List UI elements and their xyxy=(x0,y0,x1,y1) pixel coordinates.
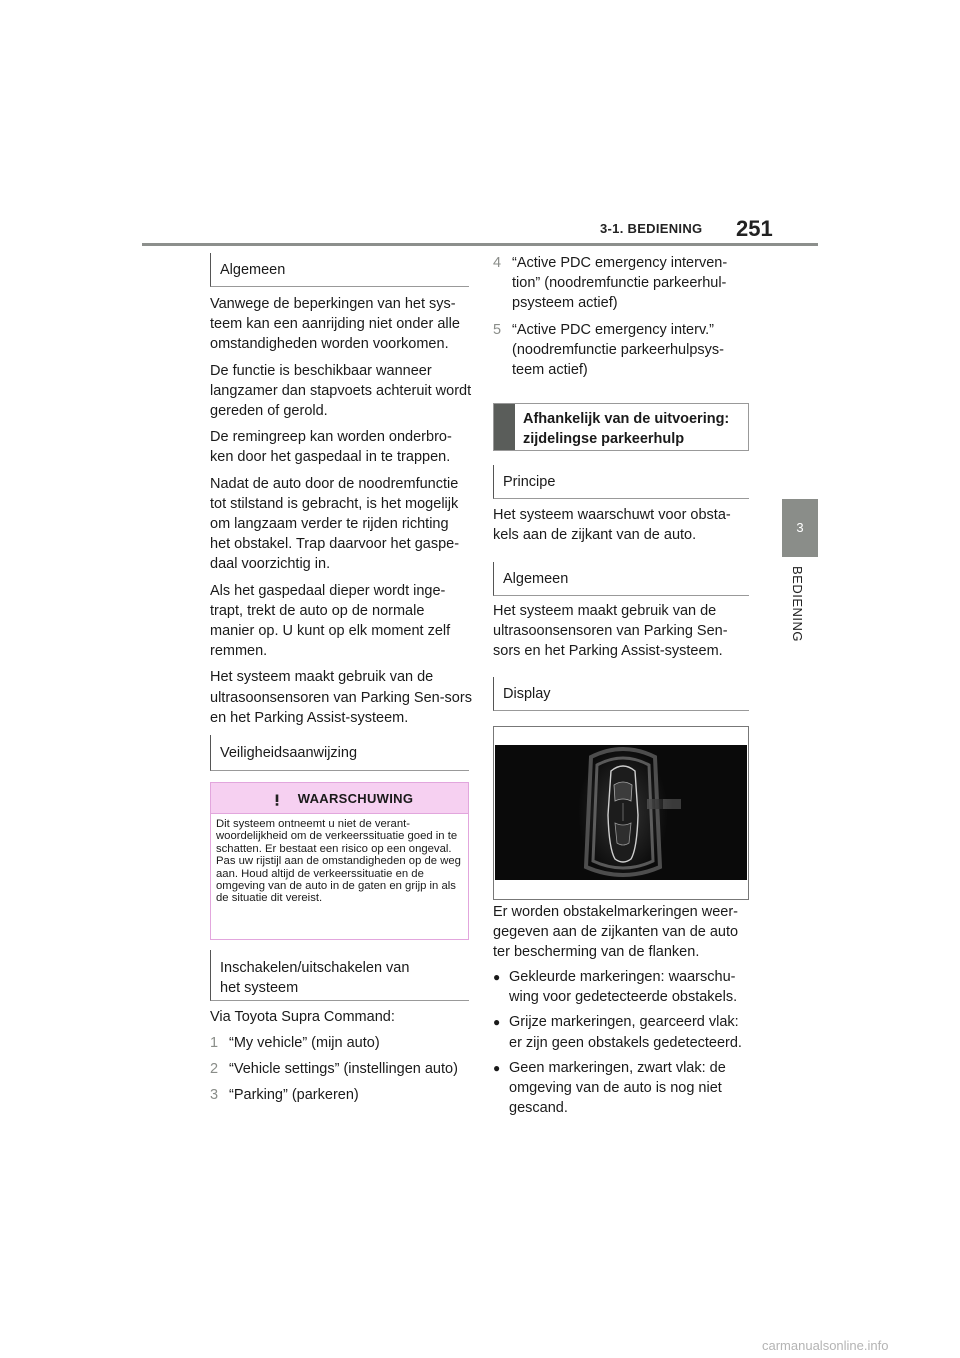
bullet-text: Geen markeringen, zwart vlak: de omgeving van de auto is nog niet gescand. xyxy=(509,1059,726,1117)
paragraph: Het systeem maakt gebruik van de ultrasoonsensoren van Parking Sen-sors en het Parking Assist-systeem. xyxy=(210,669,472,726)
paragraph: De remingreep kan worden onderbro-ken door het gaspedaal in te trappen. xyxy=(210,429,452,466)
heading-bar xyxy=(494,404,515,450)
via-text: Via Toyota Supra Command: xyxy=(210,1009,395,1025)
list-item xyxy=(493,1058,751,1119)
subheading-label: Algemeen xyxy=(220,262,286,278)
paragraph: Vanwege de beperkingen van het sys-teem kan een aanrijding niet onder alle omstandigheden worden voorkomen. xyxy=(210,296,460,353)
optional-equipment-heading xyxy=(493,403,749,451)
general-text: Het systeem maakt gebruik van de ultrasoonsensoren van Parking Sen-sors en het Parking Assist-systeem. xyxy=(493,603,728,660)
marking-bullets xyxy=(493,967,751,1123)
watermark: carmanualsonline.info xyxy=(762,1338,889,1353)
chapter-label: BEDIENING xyxy=(790,566,805,643)
step-text: “Parking” (parkeren) xyxy=(229,1087,359,1104)
warning-title: WAARSCHUWING xyxy=(297,790,414,806)
subheading-label: Inschakelen/uitschakelen van het systeem xyxy=(220,960,410,996)
step-number: 1 xyxy=(210,1035,219,1051)
subheading-general xyxy=(210,253,469,287)
warning-header xyxy=(211,783,468,814)
step-text: “Vehicle settings” (instellingen auto) xyxy=(229,1061,458,1078)
step-text: “Active PDC emergency interv.” (noodremfunctie parkeerhulpsys-teem actief) xyxy=(512,321,724,379)
list-item xyxy=(210,1033,472,1053)
bullet-text: Gekleurde markeringen: waarschu-wing voor gedetecteerde obstakels. xyxy=(509,969,738,1006)
step-number: 3 xyxy=(210,1087,219,1104)
warning-box xyxy=(210,782,469,940)
subheading-display xyxy=(493,677,749,711)
warning-triangle-icon xyxy=(266,789,288,808)
list-item xyxy=(493,1012,751,1052)
subheading-principle xyxy=(493,465,749,499)
subheading-label: Veiligheidsaanwijzing xyxy=(220,745,358,761)
subheading-label: Principe xyxy=(503,474,556,490)
list-item xyxy=(493,320,749,381)
display-image xyxy=(493,726,749,900)
list-item xyxy=(493,253,749,314)
paragraph: De functie is beschikbaar wanneer langzamer dan stapvoets achteruit wordt gereden of gerold. xyxy=(210,362,472,420)
step-number: 4 xyxy=(493,255,502,271)
list-item xyxy=(210,1085,472,1105)
bullet-icon: ● xyxy=(493,1015,501,1030)
left-body-text xyxy=(210,294,472,728)
step-number: 2 xyxy=(210,1061,219,1078)
subheading-label: Algemeen xyxy=(503,571,569,587)
heading-text: Afhankelijk van de uitvoering: zijdelingse parkeerhulp xyxy=(523,411,730,447)
paragraph: Nadat de auto door de noodremfunctie tot stilstand is gebracht, is het mogelijk om langzaam verder te rijden richting het obstakel. Trap daarvoor het gaspe-daal voorzichtig in. xyxy=(210,475,460,573)
page-number: 251 xyxy=(736,216,773,241)
list-item xyxy=(493,967,751,1007)
bullet-icon: ● xyxy=(493,970,501,984)
header-rule xyxy=(142,243,818,246)
subheading-safety xyxy=(210,735,469,771)
bullet-text: Grijze markeringen, gearceerd vlak: er zijn geen obstakels gedetecteerd. xyxy=(509,1014,742,1051)
side-parking-view-illustration xyxy=(495,745,747,880)
list-item xyxy=(210,1059,472,1079)
subheading-general-right xyxy=(493,562,749,596)
subheading-label: Display xyxy=(503,686,551,702)
bullet-icon: ● xyxy=(493,1060,501,1075)
section-title: 3-1. BEDIENING xyxy=(600,221,703,236)
left-steps xyxy=(210,1033,472,1112)
parking-display-screen xyxy=(495,745,747,880)
step-text: “My vehicle” (mijn auto) xyxy=(229,1035,380,1051)
step-number: 5 xyxy=(493,321,502,338)
warning-text: Dit systeem ontneemt u niet de verant-woordelijkheid om de verkeerssituatie goed in te schatten. Er bestaat een risico op een ongeval. Pas uw rijstijl aan de omstandigheden op de weg aan. Houd altijd de verkeerssituatie en de omgeving van de auto in de gaten en grijp in als de situatie dit vereist. xyxy=(216,818,461,905)
chapter-tab: 3 xyxy=(782,499,818,557)
step-text: “Active PDC emergency interven-tion” (noodremfunctie parkeerhul-psysteem actief) xyxy=(512,255,728,312)
subheading-toggle xyxy=(210,950,469,1001)
paragraph: Als het gaspedaal dieper wordt inge-trapt, trekt de auto op de normale manier op. U kunt op elk moment zelf remmen. xyxy=(210,582,451,660)
principle-text: Het systeem waarschuwt voor obsta-kels aan de zijkant van de auto. xyxy=(493,507,731,544)
right-steps xyxy=(493,253,749,386)
display-caption: Er worden obstakelmarkeringen weer-gegeven aan de zijkanten van de auto ter bescherming van de flanken. xyxy=(493,904,739,961)
